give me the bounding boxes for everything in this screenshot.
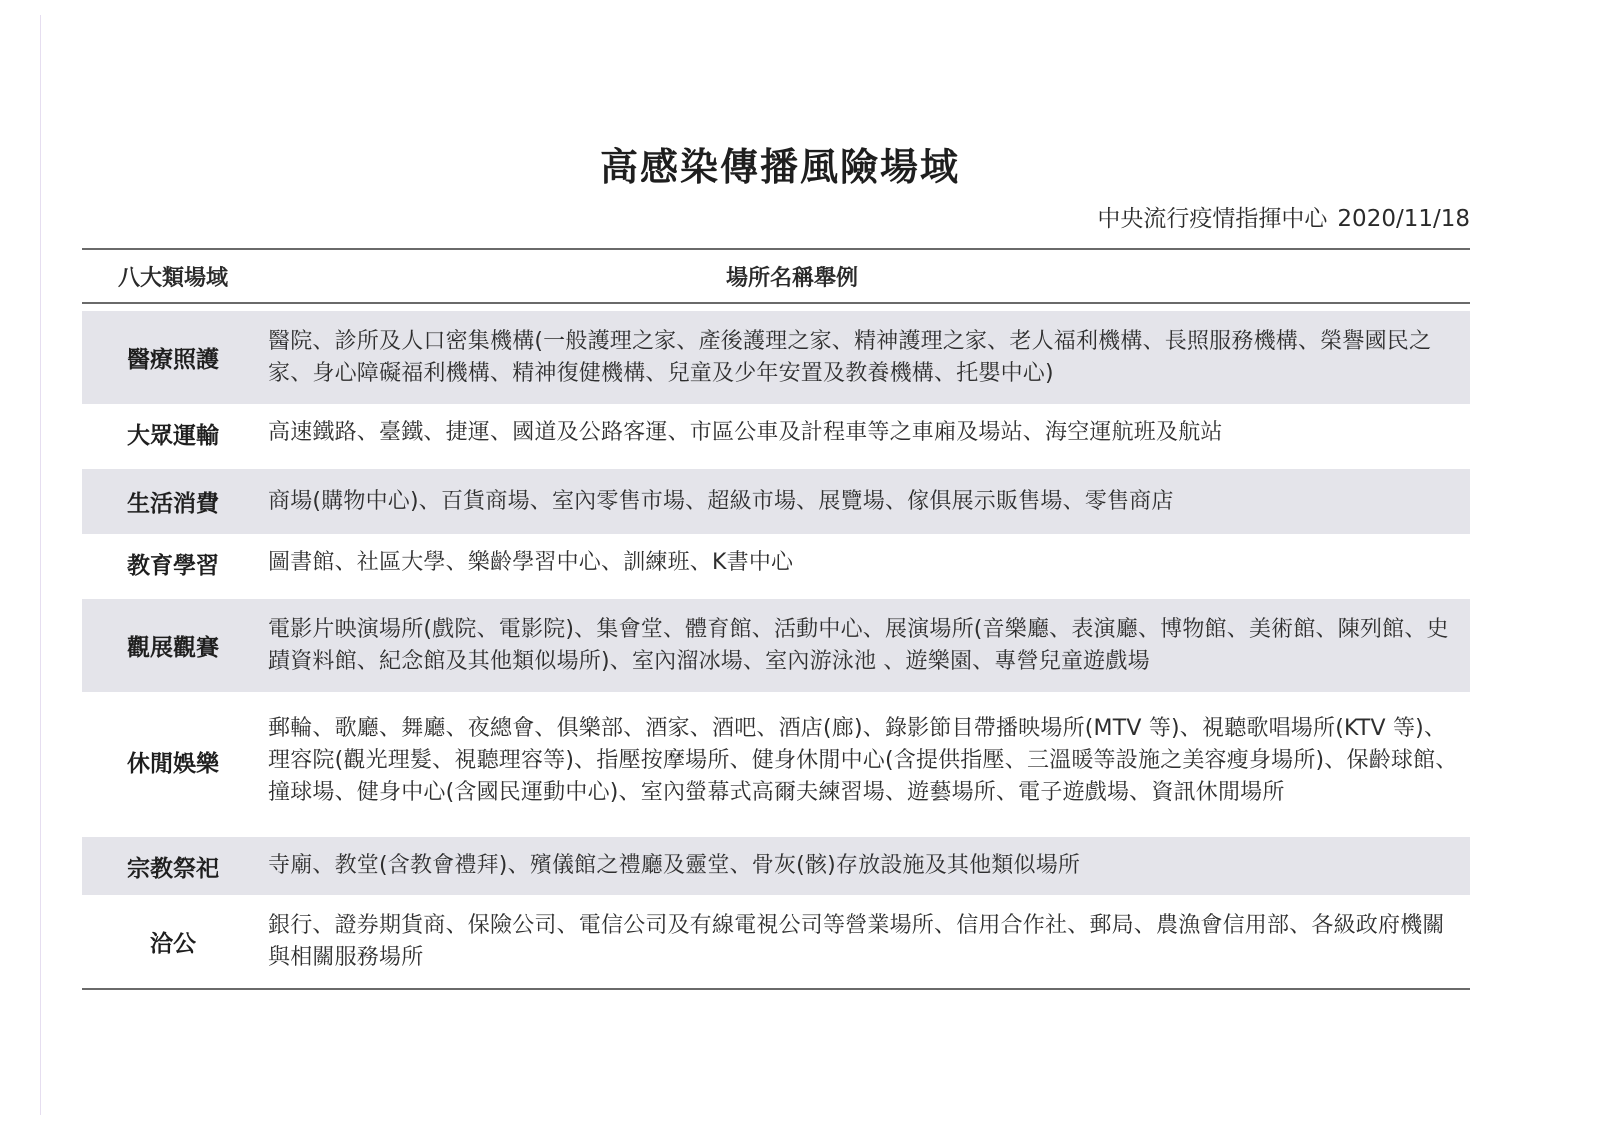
table-row bbox=[82, 837, 1470, 895]
header-examples: 場所名稱舉例 bbox=[725, 265, 858, 291]
document-title: 高感染傳播風險場域 bbox=[599, 145, 960, 189]
table-header bbox=[82, 250, 1470, 304]
table-row bbox=[82, 895, 1470, 988]
row-spacer bbox=[82, 462, 1470, 469]
row-examples: 商場(購物中心)、百貨商場、室內零售市場、超級市場、展覽場、傢俱展示販售場、零售商店 bbox=[268, 488, 1174, 514]
row-spacer bbox=[82, 830, 1470, 837]
table-row bbox=[82, 692, 1470, 830]
row-category: 教育學習 bbox=[127, 552, 219, 579]
table-row bbox=[82, 311, 1470, 404]
issuer: 中央流行疫情指揮中心 bbox=[1097, 206, 1328, 232]
row-category: 大眾運輸 bbox=[127, 422, 219, 449]
row-examples: 高速鐵路、臺鐵、捷運、國道及公路客運、市區公車及計程車等之車廂及場站、海空運航班及航站 bbox=[268, 420, 1223, 445]
row-category: 醫療照護 bbox=[127, 347, 219, 373]
row-examples: 圖書館、社區大學、樂齡學習中心、訓練班、K書中心 bbox=[268, 550, 794, 575]
table-row bbox=[82, 599, 1470, 692]
row-examples: 寺廟、教堂(含教會禮拜)、殯儀館之禮廳及靈堂、骨灰(骸)存放設施及其他類似場所 bbox=[268, 853, 1081, 878]
row-examples: 銀行、證券期貨商、保險公司、電信公司及有線電視公司等營業場所、信用合作社、郵局、農漁會信用部、各級政府機關與相關服務場所 bbox=[268, 912, 1445, 970]
row-category: 觀展觀賽 bbox=[127, 635, 219, 661]
row-examples: 電影片映演場所(戲院、電影院)、集會堂、體育館、活動中心、展演場所(音樂廳、表演廳、博物館、美術館、陳列館、史蹟資料館、紀念館及其他類似場所)、室內溜冰場、室內游泳池 、遊樂園、專營兒童遊戲場 bbox=[268, 616, 1449, 674]
issue-date: 2020/11/18 bbox=[1337, 206, 1470, 232]
header-category: 八大類場域 bbox=[117, 265, 228, 291]
row-spacer bbox=[82, 304, 1470, 311]
row-category: 休閒娛樂 bbox=[127, 750, 219, 777]
row-examples: 醫院、診所及人口密集機構(一般護理之家、產後護理之家、精神護理之家、老人福利機構、長照服務機構、榮譽國民之家、身心障礙福利機構、精神復健機構、兒童及少年安置及教養機構、托嬰中心) bbox=[268, 328, 1432, 386]
row-examples: 郵輪、歌廳、舞廳、夜總會、俱樂部、酒家、酒吧、酒店(廊)、錄影節目帶播映場所(MTV 等)、視聽歌唱場所(KTV 等)、理容院(觀光理髮、視聽理容等)、指壓按摩場所、健身休閒中心(含提供指壓、三溫暖等設施之美容瘦身場所)、保齡球館、撞球場、健身中心(含國民運動中心)、室內螢幕式高爾夫練習場、遊藝場所、電子遊戲場、資訊休閒場所 bbox=[268, 716, 1458, 805]
row-spacer bbox=[82, 592, 1470, 599]
row-category: 宗教祭祀 bbox=[127, 855, 219, 882]
venue-table bbox=[82, 248, 1470, 990]
table-row bbox=[82, 534, 1470, 592]
table-row bbox=[82, 404, 1470, 462]
row-category: 洽公 bbox=[150, 931, 196, 957]
row-category: 生活消費 bbox=[127, 491, 219, 517]
document-source bbox=[1097, 200, 1470, 233]
table-row bbox=[82, 469, 1470, 534]
